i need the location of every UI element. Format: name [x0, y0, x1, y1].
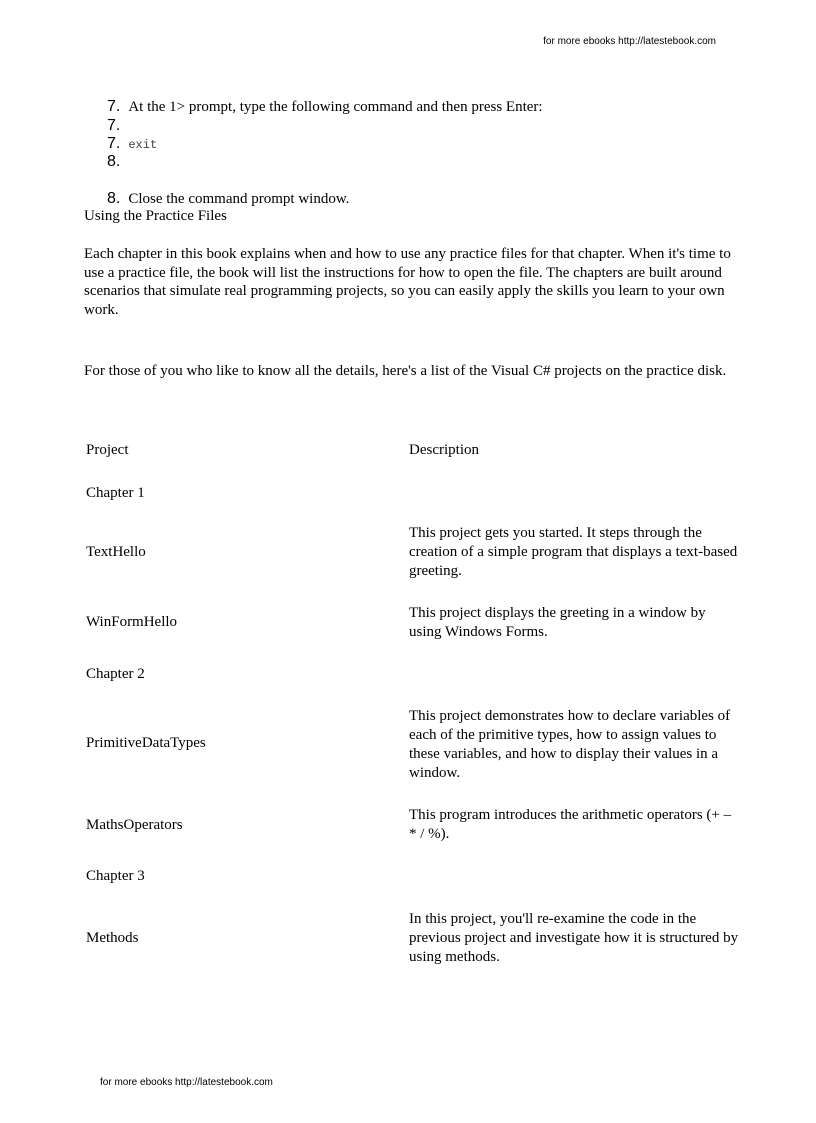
project-description: This project demonstrates how to declare variables of each of the primitive types, how to assign values to these variables, and how to display their values in a window.: [409, 708, 731, 781]
page-header: for more ebooks http://latestebook.com: [543, 36, 716, 47]
chapter-heading: Chapter 1: [86, 485, 145, 501]
column-header-description: Description: [409, 442, 479, 458]
step-number: 8.: [107, 190, 121, 207]
chapter-heading: Chapter 3: [86, 868, 145, 884]
project-name: MathsOperators: [86, 817, 183, 833]
chapter-heading: Chapter 2: [86, 666, 145, 682]
project-name: TextHello: [86, 544, 146, 560]
step-item: [107, 190, 349, 208]
project-description: In this project, you'll re-examine the code in the previous project and investigate how it is structured by using methods.: [409, 911, 739, 965]
code-snippet: exit: [128, 138, 158, 152]
project-description: This program introduces the arithmetic operators (+ – * / %).: [409, 807, 732, 842]
project-description: This project gets you started. It steps through the creation of a simple program that displays a text-based greeting.: [409, 525, 738, 579]
project-name: PrimitiveDataTypes: [86, 735, 206, 751]
page-footer: for more ebooks http://latestebook.com: [100, 1077, 273, 1088]
section-title: Using the Practice Files: [84, 208, 227, 224]
details-paragraph: For those of you who like to know all the details, here's a list of the Visual C# projects on the practice disk.: [84, 363, 727, 379]
step-text: At the 1> prompt, type the following command and then press Enter:: [128, 99, 543, 115]
step-text: Close the command prompt window.: [128, 191, 350, 207]
step-item: [107, 98, 543, 116]
step-item: [107, 117, 120, 135]
step-number: 7.: [107, 135, 121, 152]
project-description: This project displays the greeting in a window by using Windows Forms.: [409, 605, 706, 640]
step-number: 7.: [107, 98, 121, 115]
step-number: 8.: [107, 153, 121, 170]
step-item: [107, 135, 157, 153]
step-number: 7.: [107, 117, 121, 134]
intro-paragraph: Each chapter in this book explains when and how to use any practice files for that chapter. When it's time to use a practice file, the book will list the instructions for how to open the file. The chapters are built around scenarios that simulate real programming projects, so you can easily apply the skills you learn to your own work.: [84, 246, 731, 318]
project-name: WinFormHello: [86, 614, 178, 630]
step-item: [107, 153, 120, 171]
column-header-project: Project: [86, 442, 129, 458]
project-name: Methods: [86, 930, 139, 946]
